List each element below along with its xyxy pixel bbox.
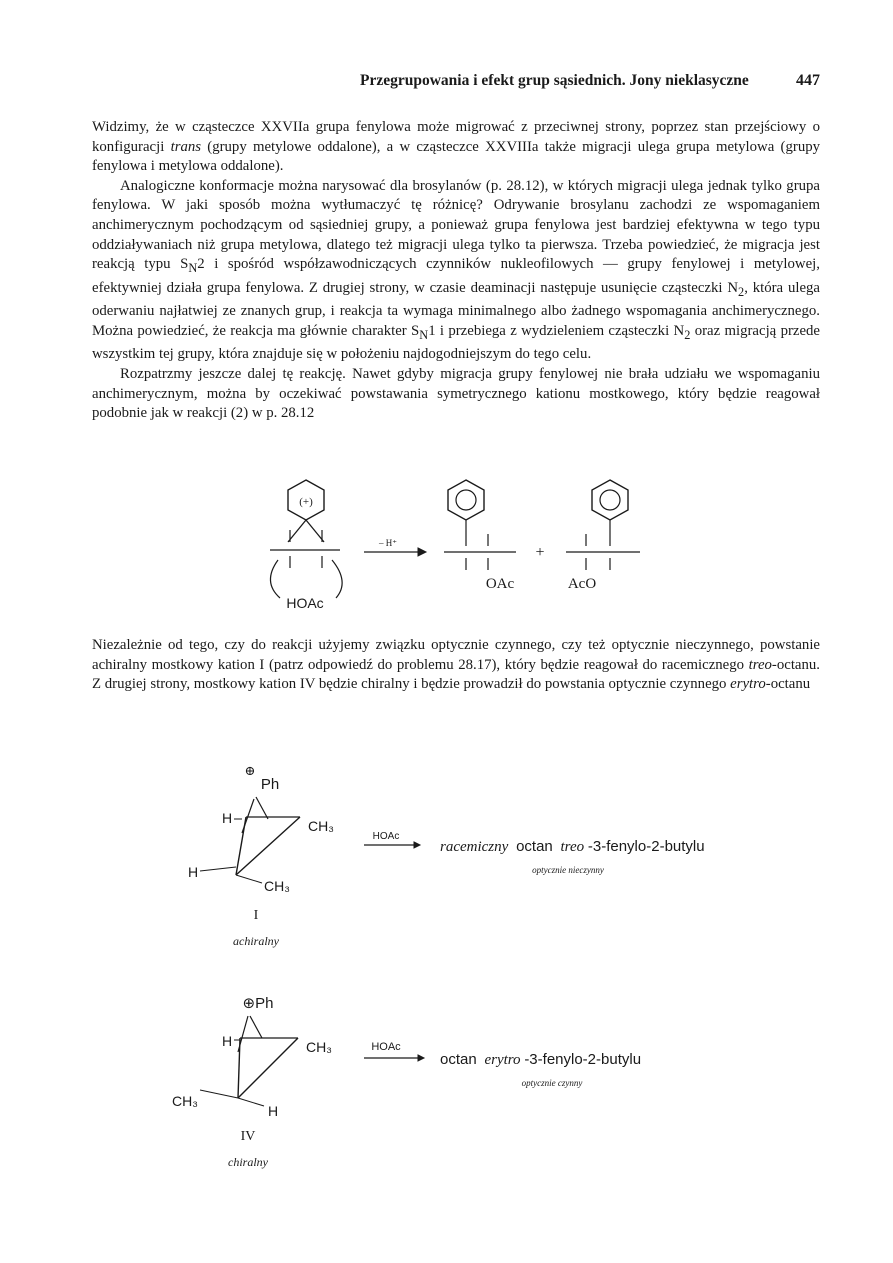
bridge-bond-left <box>288 520 306 542</box>
paragraph-4: Niezależnie od tego, czy do reakcji użyjemy związku optycznie czynnego, czy też optycznie nieczynnego, powstanie achiralny mostkowy kation I (patrz odpowiedź do problemu 28.17), który będzie reagował do racemicznego treo-octanu. Z drugiej strony, mostkowy kation IV będzie chiralny i będzie prowadził do powstania optycznie czynnego erytro-octanu <box>92 637 820 693</box>
ch3-left: CH₃ <box>172 1093 198 1109</box>
reagent-arc <box>270 560 280 598</box>
page-header-title: Przegrupowania i efekt grup sąsiednich. Jony nieklasyczne <box>360 72 749 89</box>
bridged-cation-structure <box>270 480 342 611</box>
bridge-bond-right <box>306 520 324 542</box>
phenyl-label: ⊕Ph <box>242 995 274 1012</box>
cation-label-IV: IV <box>240 1129 256 1144</box>
text-block-top <box>92 118 820 424</box>
product-text: racemiczny octan treo -3-fenylo-2-butylu <box>440 838 705 855</box>
arrow-label-minus-h: – H⁺ <box>379 538 397 548</box>
arrow-label-hoac: HOAc <box>372 831 400 842</box>
product-note: optycznie czynny <box>521 1078 583 1088</box>
paragraph-3: Rozpatrzmy jeszcze dalej tę reakcję. Nawet gdyby migracja grupy fenylowej nie brała udziału we wspomaganiu anchimerycznym, można by oczekiwać powstawania symetrycznego kationu mostkowego, który będzie reagował podobnie jak w reakcji (2) w p. 28.12 <box>92 365 820 422</box>
scheme-3-cation-IV <box>0 990 893 1180</box>
plus-sign: + <box>535 544 545 561</box>
product-1-oac: OAc <box>485 576 515 592</box>
benzene-ring-product-1 <box>448 480 484 520</box>
text-block-middle <box>92 636 820 695</box>
paragraph-2: Analogiczne konformacje można narysować dla brosylanów (p. 28.12), w których migracji ulega jednak tylko grupa fenylowa. W jaki sposób można wytłumaczyć tę różnicę? Odrywanie brosylanu zachodzi ze wspomaganiem anchimerycznym pochodzącym od sąsiedniej grupy, a ponieważ grupa fenylowa jest bardziej efektywna w tego typu oddziaływaniach niż grupa metylowa, dlatego też migracji ulega tylko ta pierwsza. Trzeba powiedzieć, że migracja jest reakcją typu $S_N2$ i spośród współzawodniczących czynników nukleofilowych — grupy fenylowej i metylowej, efektywniej działa grupa fenylowa. Z drugiej strony, w czasie deaminacji następuje usunięcie cząsteczki $N_2$, która ulega oderwaniu najłatwiej ze znanych grup, i reakcja ta wymaga minimalnego albo żadnego wspomagania anchimerycznego. Można powiedzieć, że reakcja ma głównie charakter $S_N1$ i przebiega z wydzieleniem cząsteczki $N_2$ oraz migracją przede wszystkim tej grupy, która znajduje się w położeniu najdogodniejszym do tego celu. <box>92 177 820 363</box>
h-bottom: H <box>188 864 199 880</box>
benzene-ring-product-2 <box>592 480 628 520</box>
product-1-structure <box>444 480 516 592</box>
cation-charge: (+) <box>299 496 313 508</box>
product-text: octan erytro -3-fenylo-2-butylu <box>440 1051 642 1068</box>
product-note: optycznie nieczynny <box>532 865 604 875</box>
ch3-right: CH₃ <box>306 1039 332 1055</box>
product-2-structure <box>566 480 640 592</box>
page-number: 447 <box>796 72 820 89</box>
scheme-1-reaction <box>0 470 893 620</box>
cation-charge: ⊕ <box>244 763 256 778</box>
cation-label-I: I <box>253 908 259 923</box>
product-2-aco: AcO <box>567 576 597 592</box>
h-bottom: H <box>268 1103 279 1119</box>
descriptor-chiral: chiralny <box>228 1155 268 1169</box>
scheme-2-cation-I <box>0 755 893 955</box>
paragraph-1: Widzimy, że w cząsteczce XXVIIa grupa fenylowa może migrować z przeciwnej strony, poprzez stan przejściowy o konfiguracji trans (grupy metylowe oddalone), a w cząsteczce XXVIIIa także migracji ulega grupa metylowa (grupy fenylowa i metylowa oddalone). <box>92 119 821 175</box>
ch3-right: CH₃ <box>308 818 334 834</box>
phenyl-label: Ph <box>260 776 280 793</box>
arrow-label-hoac: HOAc <box>371 1041 401 1053</box>
descriptor-achiral: achiralny <box>233 934 279 948</box>
h-top: H <box>222 1033 233 1049</box>
ch3-bottom: CH₃ <box>264 878 290 894</box>
running-head <box>360 72 820 90</box>
reagent-hoac: HOAc <box>286 595 324 611</box>
h-top: H <box>222 810 233 826</box>
